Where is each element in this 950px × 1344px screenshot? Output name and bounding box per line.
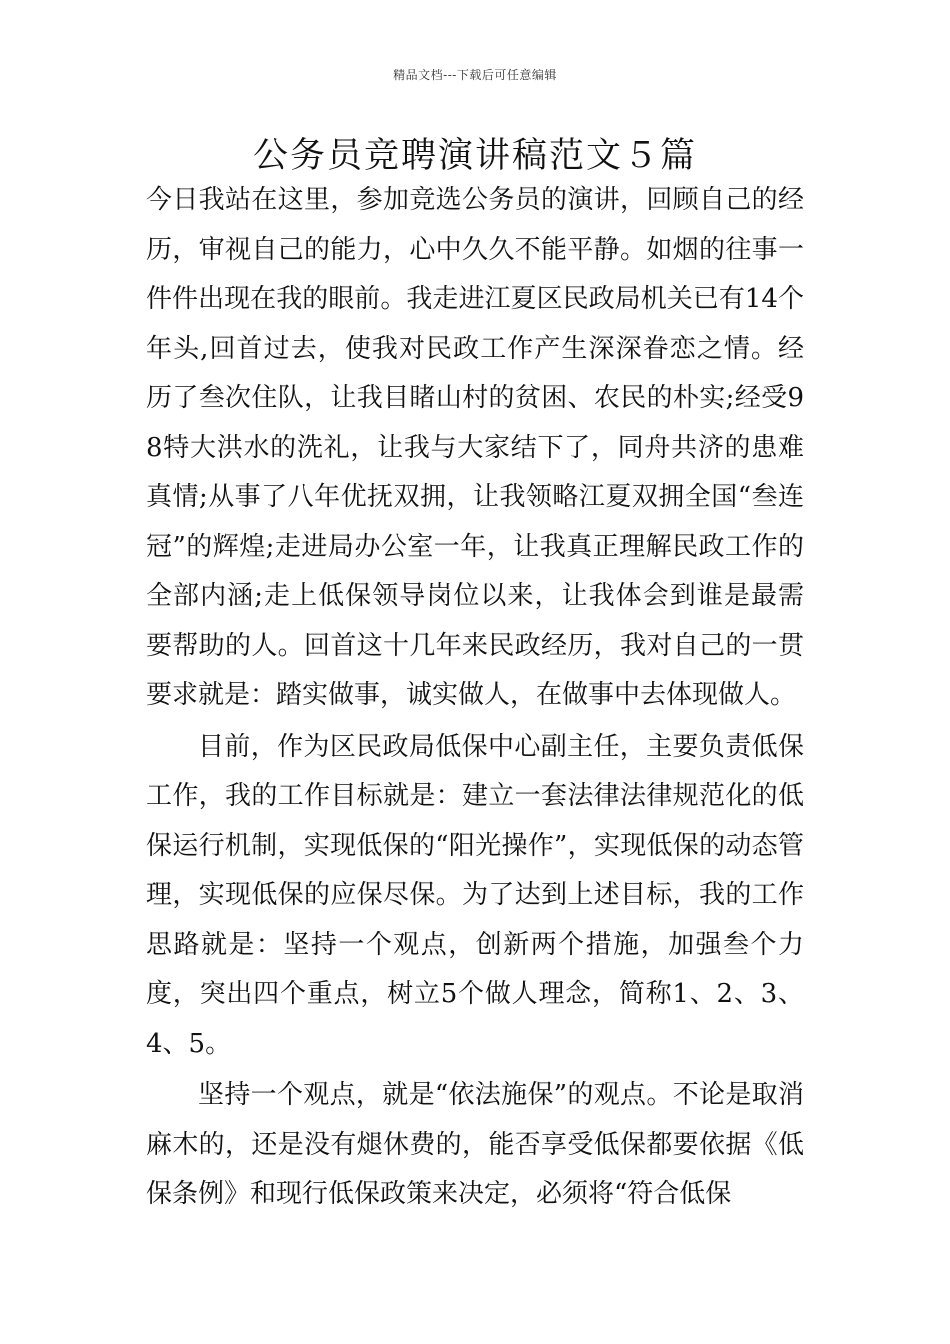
paragraph-3: 坚持一个观点，就是“依法施保”的观点。不论是取消麻木的，还是没有煺休费的，能否享受低保都要依据《低保条例》和现行低保政策来决定，必须将“符合低保 — [146, 1080, 804, 1209]
header-note: 精品文档---下载后可任意编辑 — [393, 68, 557, 82]
document-title: 公务员竞聘演讲稿范文５篇 — [252, 136, 697, 176]
document-body — [146, 176, 804, 1220]
paragraph-1: 今日我站在这里，参加竞选公务员的演讲，回顾自己的经历，审视自己的能力，心中久久不能平静。如烟的往事一件件出现在我的眼前。我走进江夏区民政局机关已有14个年头,回首过去，使我对民政工作产生深深眷恋之情。经历了叁次住队，让我目睹山村的贫困、农民的朴实;经受98特大洪水的洗礼，让我与大家结下了，同舟共济的患难真情;从事了八年优抚双拥，让我领略江夏双拥全国“叁连冠”的辉煌;走进局办公室一年，让我真正理解民政工作的全部内涵;走上低保领导岗位以来，让我体会到谁是最需要帮助的人。回首这十几年来民政经历，我对自己的一贯要求就是：踏实做事，诚实做人，在做事中去体现做人。 — [146, 185, 804, 710]
paragraph-2: 目前，作为区民政局低保中心副主任，主要负责低保工作，我的工作目标就是：建立一套法律法律规范化的低保运行机制，实现低保的“阳光操作”，实现低保的动态管理，实现低保的应保尽保。为了达到上述目标，我的工作思路就是：坚持一个观点，创新两个措施，加强叁个力度，突出四个重点，树立5个做人理念，简称1、2、3、4、5。 — [146, 731, 804, 1059]
